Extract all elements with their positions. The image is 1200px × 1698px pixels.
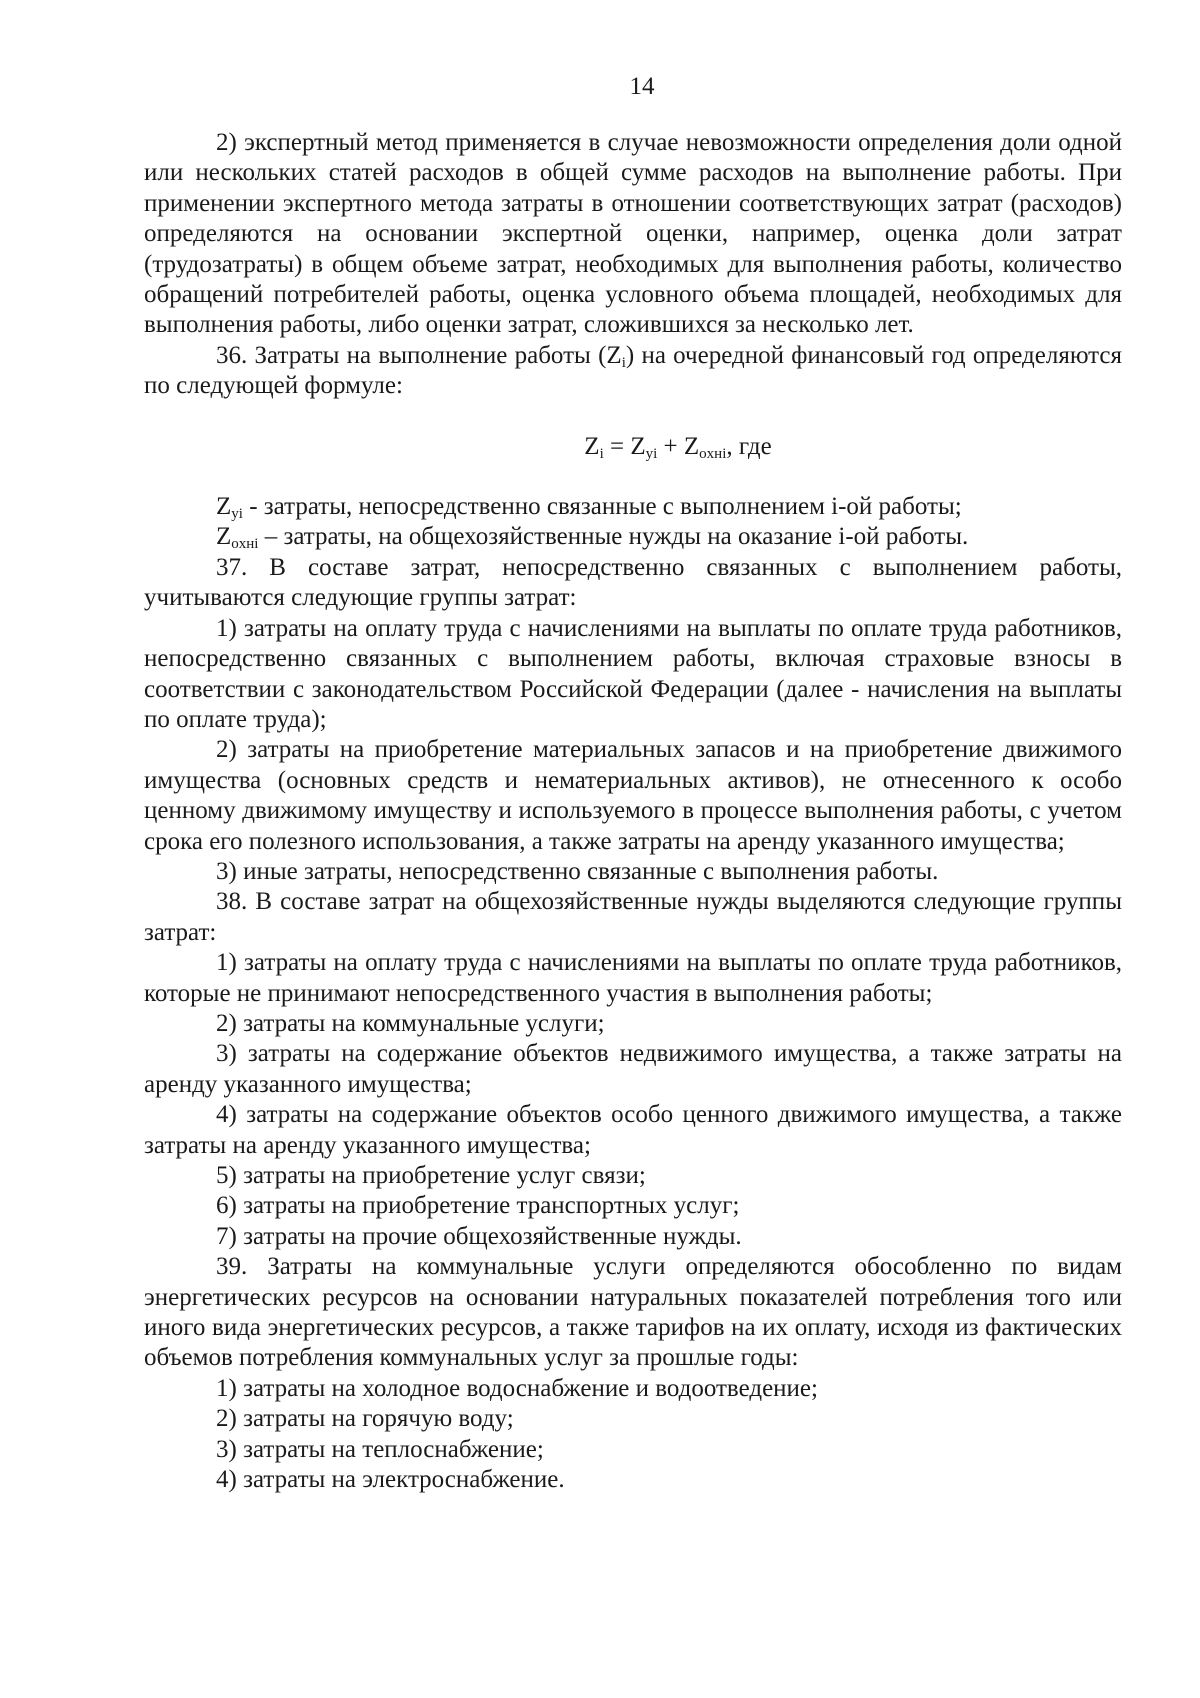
- definition-z-yi-subscript: yi: [231, 506, 243, 523]
- paragraph-37-item-3: 3) иные затраты, непосредственно связанные с выполнения работы.: [216, 857, 939, 885]
- paragraph-37-item-1: 1) затраты на оплату труда с начислениями на выплаты по оплате труда работников, непосредственно связанных с выполнением работы, включая страховые взносы в соответствии с законодательством Российской Федерации (далее - начисления на выплаты по оплате труда);: [144, 614, 1122, 733]
- cost-formula: [144, 432, 1122, 462]
- paragraph-38-item-6: 6) затраты на приобретение транспортных услуг;: [216, 1192, 740, 1220]
- paragraph-38-item-7: 7) затраты на прочие общехозяйственные нужды.: [216, 1222, 742, 1250]
- paragraph-38-item-4: 4) затраты на содержание объектов особо ценного движимого имущества, а также затраты на аренду указанного имущества;: [144, 1101, 1122, 1159]
- paragraph-36-text-a: 36. Затраты на выполнение работы (Z: [216, 341, 622, 369]
- paragraph-39-item-2: 2) затраты на горячую воду;: [216, 1405, 514, 1433]
- paragraph-39-item-3: 3) затраты на теплоснабжение;: [216, 1435, 544, 1463]
- paragraph-39: 39. Затраты на коммунальные услуги определяются обособленно по видам энергетических ресурсов на основании натуральных показателей потребления того или иного вида энергетических ресурсов, а также тарифов на их оплату, исходя из фактических объемов потребления коммунальных услуг за прошлые годы:: [144, 1253, 1122, 1372]
- paragraph-38-item-2: 2) затраты на коммунальные услуги;: [216, 1009, 605, 1037]
- formula-plus-z: + Z: [657, 432, 700, 460]
- document-page: [144, 72, 1122, 1495]
- definition-z-oxni-subscript: oxнi: [231, 536, 259, 553]
- definition-z-yi-text: - затраты, непосредственно связанные с выполнением i-ой работы;: [242, 493, 962, 521]
- formula-z: Z: [584, 432, 600, 460]
- paragraph-37: 37. В составе затрат, непосредственно связанных с выполнением работы, учитываются следующие группы затрат:: [144, 553, 1122, 612]
- definition-z-oxni-symbol: Z: [216, 523, 232, 551]
- page-number: 14: [629, 73, 655, 100]
- paragraph-36: [144, 341, 1122, 402]
- paragraph-39-item-4: 4) затраты на электроснабжение.: [216, 1466, 565, 1494]
- paragraph-36-text-b: ) на очередной финансовый год определяются по следующей формуле:: [144, 341, 1122, 400]
- formula-equals-z: = Z: [603, 432, 646, 460]
- paragraph-expert-method: 2) экспертный метод применяется в случае невозможности определения доли одной или нескольких статей расходов в общей сумме расходов на выполнение работы. При применении экспертного метода затраты в отношении соответствующих затрат (расходов) определяются на основании экспертной оценки, например, оценка доли затрат (трудозатраты) в общем объеме затрат, необходимых для выполнения работы, количество обращений потребителей работы, оценка условного объема площадей, необходимых для выполнения работы, либо оценки затрат, сложившихся за несколько лет.: [144, 129, 1122, 339]
- paragraph-39-item-1: 1) затраты на холодное водоснабжение и водоотведение;: [216, 1374, 818, 1402]
- paragraph-38-item-5: 5) затраты на приобретение услуг связи;: [216, 1162, 646, 1189]
- definition-z-yi-symbol: Z: [216, 493, 232, 521]
- paragraph-37-item-2: 2) затраты на приобретение материальных запасов и на приобретение движимого имущества (основных средств и нематериальных активов), не отнесенного к особо ценному движимому имуществу и используемого в процессе выполнения работы, с учетом срока его полезного использования, а также затраты на аренду указанного имущества;: [144, 736, 1122, 855]
- paragraph-38-item-1: 1) затраты на оплату труда с начислениями на выплаты по оплате труда работников, которые не принимают непосредственного участия в выполнения работы;: [144, 949, 1122, 1007]
- formula-sub-oxni: oxнi: [699, 445, 727, 462]
- formula-where: , где: [726, 432, 772, 460]
- definition-z-oxni-text: – затраты, на общехозяйственные нужды на оказание i-ой работы.: [258, 523, 969, 551]
- paragraph-36-subscript: i: [621, 354, 626, 371]
- definition-z-yi: [144, 492, 1122, 522]
- paragraph-38: 38. В составе затрат на общехозяйственные нужды выделяются следующие группы затрат:: [144, 888, 1122, 946]
- formula-sub-i: i: [599, 445, 604, 462]
- definition-z-oxni: [144, 522, 1122, 552]
- paragraph-38-item-3: 3) затраты на содержание объектов недвижимого имущества, а также затраты на аренду указанного имущества;: [144, 1040, 1122, 1098]
- formula-sub-yi: yi: [645, 445, 658, 462]
